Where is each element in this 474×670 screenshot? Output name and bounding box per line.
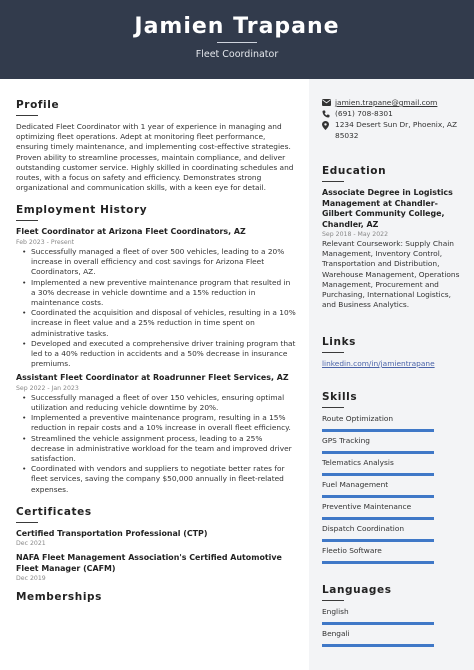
profile-heading: Profile (16, 99, 60, 111)
map-pin-icon (322, 120, 335, 130)
job-bullet: • Successfully managed a fleet of over 500 vehicles, leading to a 20% increase in overall efficiency and cost savings for Arizona Fleet Coordinators, AZ. (16, 247, 296, 278)
memberships-heading: Memberships (16, 591, 103, 604)
job-dates: Sep 2022 - Jan 2023 (16, 384, 79, 392)
level-fill (322, 473, 434, 476)
contact-block (322, 98, 462, 141)
language-item (322, 629, 462, 647)
candidate-name: Jamien Trapane (134, 14, 340, 39)
certificates-section (16, 506, 296, 584)
skill-item (322, 458, 462, 476)
phone-number: (691) 708-8301 (335, 109, 393, 119)
skills-list (322, 414, 462, 564)
skill-level-bar (322, 561, 434, 564)
job-bullet: • Coordinated with vendors and suppliers to negotiate better rates for fleet services, saving the company $50,000 annually in fleet-related expenses. (16, 464, 296, 495)
section-divider (16, 522, 38, 523)
job-bullet: • Developed and executed a comprehensive driver training program that led to a 40% reduction in accidents and a 50% decrease in insurance premiums. (16, 339, 296, 370)
skill-name: GPS Tracking (322, 436, 370, 445)
job-dates: Feb 2023 - Present (16, 238, 75, 246)
skills-section (322, 391, 462, 568)
skill-item (322, 524, 462, 542)
section-divider (322, 352, 344, 353)
main-column (16, 99, 296, 604)
skill-item (322, 414, 462, 432)
languages-list (322, 607, 462, 647)
level-fill (322, 644, 434, 647)
job-entry (16, 373, 296, 495)
links-heading: Links (322, 336, 356, 348)
skill-name: Dispatch Coordination (322, 524, 405, 533)
job-bullet: • Implemented a preventive maintenance program, resulting in a 15% reduction in repair costs and a 10% increase in overall fleet efficiency. (16, 413, 296, 433)
job-bullet: • Streamlined the vehicle assignment process, leading to a 25% decrease in administrative workload for the team and improved driver satisfaction. (16, 434, 296, 465)
certificates-heading: Certificates (16, 505, 92, 518)
job-title: Fleet Coordinator at Arizona Fleet Coordinators, AZ (16, 227, 246, 237)
skill-level-bar (322, 517, 434, 520)
certificate-date: Dec 2021 (16, 540, 46, 548)
level-fill (322, 451, 434, 454)
phone-icon (322, 109, 335, 118)
languages-heading: Languages (322, 584, 392, 596)
skill-level-bar (322, 495, 434, 498)
job-bullet: • Implemented a new preventive maintenance program that resulted in a 30% decrease in vehicle downtime and a 15% reduction in maintenance costs. (16, 278, 296, 309)
section-divider (322, 600, 344, 601)
certificate-date: Dec 2019 (16, 575, 46, 583)
email-link[interactable]: jamien.trapane@gmail.com (335, 98, 438, 107)
skill-item (322, 502, 462, 520)
employment-heading: Employment History (16, 204, 148, 217)
skill-level-bar (322, 429, 434, 432)
employment-section (16, 204, 296, 494)
contact-address (322, 120, 462, 140)
job-bullet: • Coordinated the acquisition and disposal of vehicles, resulting in a 10% increase in fleet value and a 25% reduction in time spent on administrative tasks. (16, 308, 296, 339)
job-bullet: • Successfully managed a fleet of over 150 vehicles, ensuring optimal utilization and reducing vehicle downtime by 20%. (16, 393, 296, 413)
skill-name: Telematics Analysis (322, 458, 394, 467)
languages-section (322, 584, 462, 651)
language-name: Bengali (322, 629, 350, 638)
envelope-icon (322, 98, 335, 106)
job-entry (16, 227, 296, 369)
section-divider (322, 181, 344, 182)
skill-item (322, 480, 462, 498)
contact-email (322, 98, 462, 108)
education-dates: Sep 2018 - May 2022 (322, 231, 389, 238)
section-divider (322, 407, 344, 408)
level-fill (322, 495, 434, 498)
linkedin-link[interactable]: linkedin.com/in/jamientrapane (322, 359, 435, 368)
job-bullets (16, 393, 296, 495)
profile-text: Dedicated Fleet Coordinator with 1 year of experience in managing and optimizing fleet operations. Adept at monitoring fleet performance, ensuring timely maintenance, and implementing cost-effective strategies. Proven ability to streamline processes, maintain compliance, and deliver outstanding customer service. Highly skilled in coordinating schedules and routes, with a focus on safety and efficiency. Demonstrates strong organizational and communication skills, with a keen eye for detail. (16, 122, 294, 193)
certificate-name: NAFA Fleet Management Association's Certified Automotive Fleet Manager (CAFM) (16, 553, 282, 573)
language-level-bar (322, 622, 434, 625)
education-heading: Education (322, 165, 387, 177)
skill-name: Preventive Maintenance (322, 502, 412, 511)
address-text: 1234 Desert Sun Dr, Phoenix, AZ 85032 (335, 120, 458, 140)
skill-level-bar (322, 473, 434, 476)
contact-phone (322, 109, 462, 119)
education-coursework: Relevant Coursework: Supply Chain Management, Inventory Control, Transportation and Distribution, Warehouse Management, Operations Management, Procurement and Purchasing, International Logistics, and Business Analytics. (322, 239, 460, 310)
certificate-name: Certified Transportation Professional (CTP) (16, 528, 208, 538)
level-fill (322, 561, 434, 564)
skill-item (322, 436, 462, 454)
skill-name: Route Optimization (322, 414, 394, 423)
skill-name: Fuel Management (322, 480, 389, 489)
header-divider (217, 42, 257, 43)
links-section (322, 336, 462, 369)
job-bullets (16, 247, 296, 369)
section-divider (16, 220, 38, 221)
level-fill (322, 622, 434, 625)
level-fill (322, 429, 434, 432)
level-fill (322, 539, 434, 542)
candidate-role: Fleet Coordinator (195, 49, 279, 60)
skill-level-bar (322, 539, 434, 542)
skill-level-bar (322, 451, 434, 454)
job-title: Assistant Fleet Coordinator at Roadrunner Fleet Services, AZ (16, 373, 289, 383)
language-level-bar (322, 644, 434, 647)
education-degree: Associate Degree in Logistics Management at Chandler-Gilbert Community College, Chandler, AZ (322, 188, 453, 229)
header-banner (0, 0, 474, 79)
skill-name: Fleetio Software (322, 546, 382, 555)
memberships-section (16, 591, 296, 604)
education-section (322, 165, 462, 310)
skill-item (322, 546, 462, 564)
skills-heading: Skills (322, 391, 358, 403)
language-name: English (322, 607, 349, 616)
level-fill (322, 517, 434, 520)
section-divider (16, 115, 38, 116)
profile-section (16, 99, 296, 193)
language-item (322, 607, 462, 625)
